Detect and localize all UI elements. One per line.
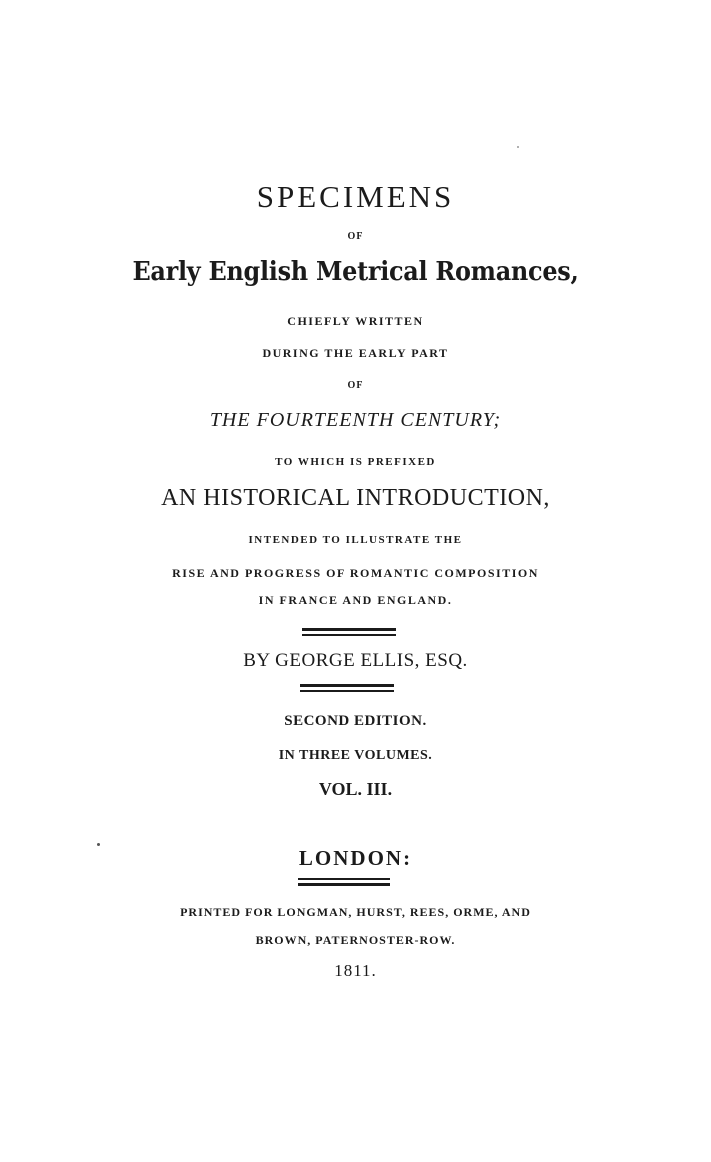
ink-speck — [97, 843, 100, 846]
chiefly-written: CHIEFLY WRITTEN — [287, 314, 424, 328]
city-line: LONDON: — [298, 846, 413, 870]
double-rule-bottom — [298, 878, 390, 887]
double-rule-top — [302, 628, 396, 637]
author-line: BY GEORGE ELLIS, ESQ. — [243, 650, 468, 671]
double-rule-middle — [300, 684, 394, 693]
introduction-line: AN HISTORICAL INTRODUCTION, — [161, 485, 550, 511]
century-line: THE FOURTEENTH CENTURY; — [209, 409, 502, 431]
edition-line: SECOND EDITION. — [284, 713, 427, 729]
volume-number: VOL. III. — [318, 779, 393, 799]
of-connector-2: OF — [347, 380, 364, 391]
during-line: DURING THE EARLY PART — [262, 346, 449, 360]
publisher-address-line: BROWN, PATERNOSTER-ROW. — [255, 933, 456, 947]
publication-year: 1811. — [334, 961, 377, 980]
volumes-line: IN THREE VOLUMES. — [278, 748, 433, 763]
prefixed-line: TO WHICH IS PREFIXED — [275, 456, 436, 468]
printer-line: PRINTED FOR LONGMAN, HURST, REES, ORME, AND — [180, 905, 531, 919]
intended-line: INTENDED TO ILLUSTRATE THE — [248, 534, 463, 546]
of-connector-1: OF — [347, 231, 364, 242]
rise-line: RISE AND PROGRESS OF ROMANTIC COMPOSITION — [172, 566, 539, 580]
book-title: SPECIMENS — [256, 179, 455, 214]
book-subject: Early English Metrical Romances, — [132, 257, 579, 287]
ink-speck — [517, 146, 519, 148]
france-england-line: IN FRANCE AND ENGLAND. — [258, 593, 453, 607]
